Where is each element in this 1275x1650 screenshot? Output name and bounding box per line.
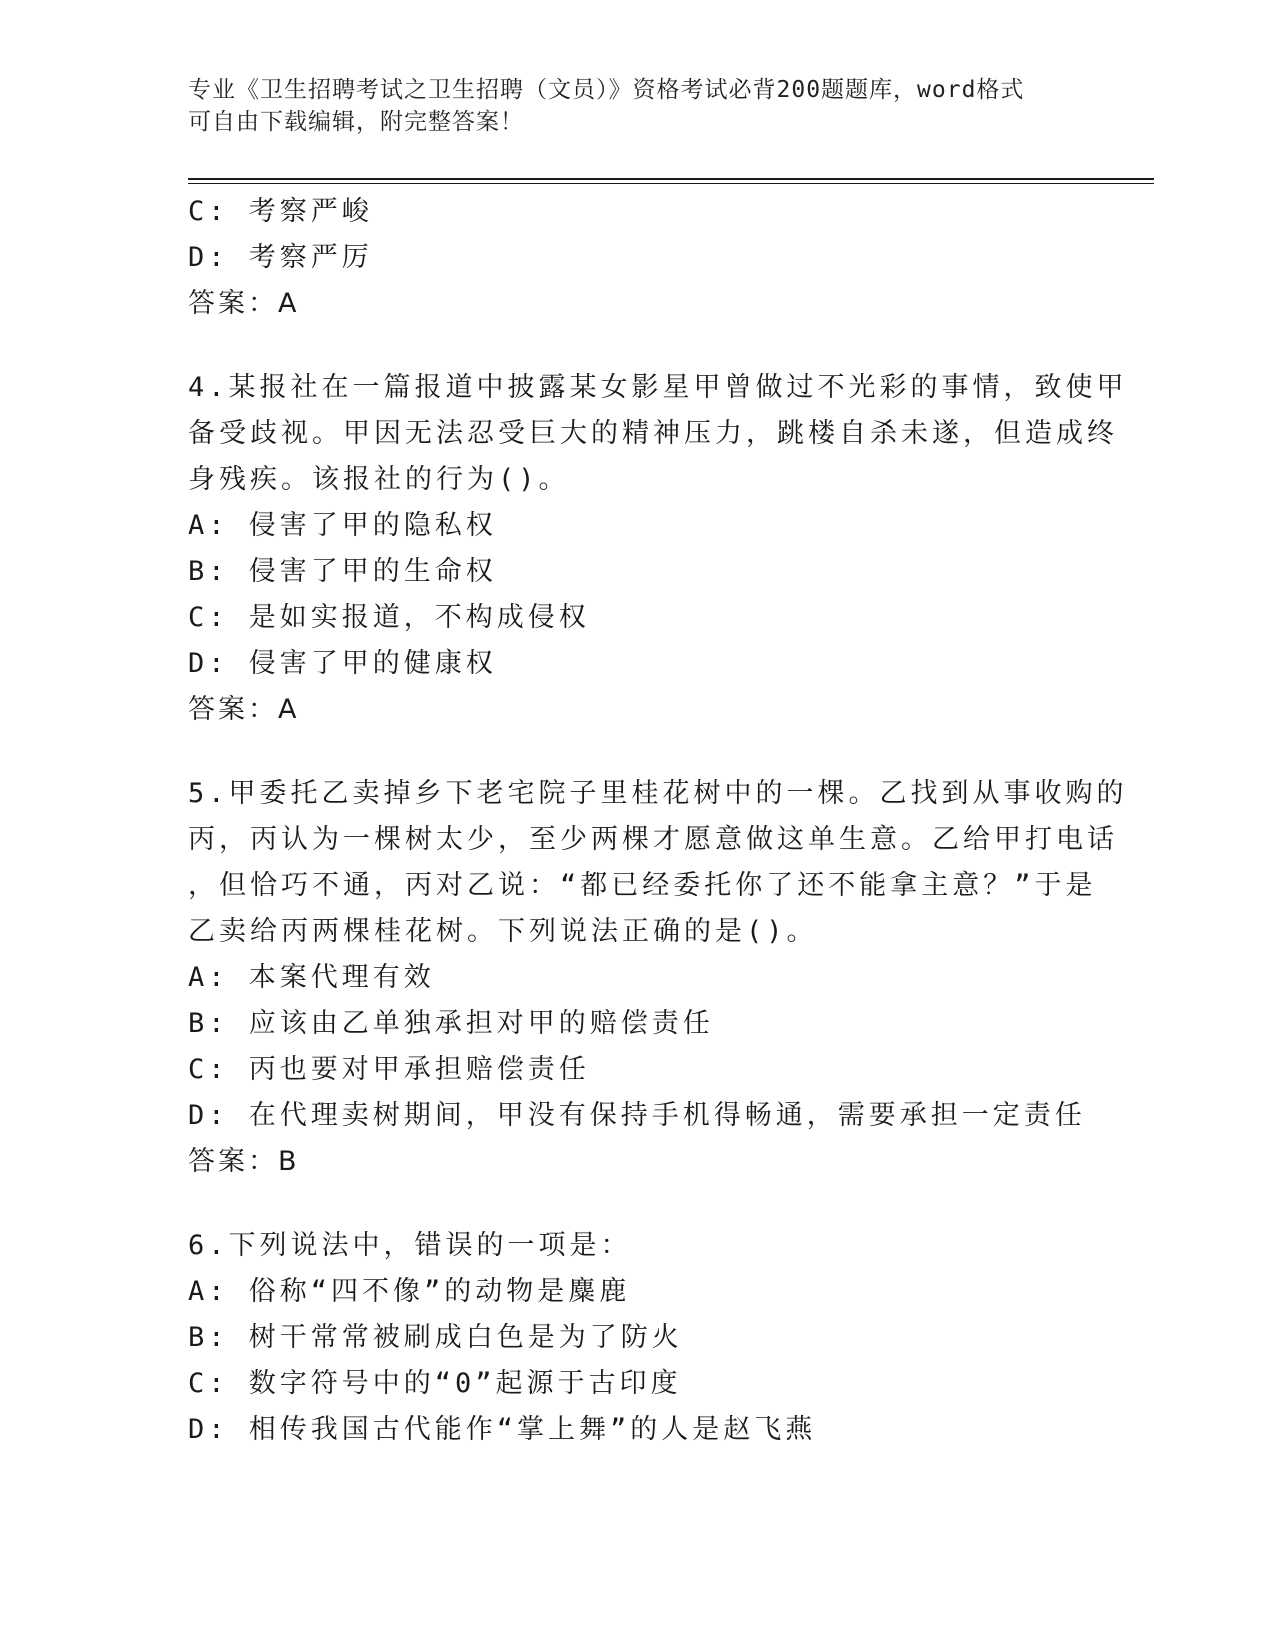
document-header <box>188 74 1068 138</box>
option-c: C: 丙也要对甲承担赔偿责任 <box>188 1054 590 1085</box>
spacer <box>188 733 1068 771</box>
header-line-1: 专业《卫生招聘考试之卫生招聘（文员）》资格考试必背200题题库，word格式 <box>188 77 1025 103</box>
option-a: A: 俗称“四不像”的动物是麋鹿 <box>188 1276 631 1307</box>
question-stem-line: 5.甲委托乙卖掉乡下老宅院子里桂花树中的一棵。乙找到从事收购的 <box>188 778 1128 809</box>
spacer <box>188 1185 1068 1223</box>
header-divider-thin <box>188 183 1154 184</box>
question-list <box>188 189 1128 1453</box>
option-b: B: 树干常常被刷成白色是为了防火 <box>188 1322 683 1353</box>
option-d: D: 在代理卖树期间，甲没有保持手机得畅通，需要承担一定责任 <box>188 1100 1086 1131</box>
question-stem-line: 乙卖给丙两棵桂花树。下列说法正确的是()。 <box>188 916 818 947</box>
question-stem-line: 身残疾。该报社的行为()。 <box>188 464 570 495</box>
question-4 <box>188 365 1128 733</box>
option-b: B: 侵害了甲的生命权 <box>188 556 497 587</box>
option-a: A: 侵害了甲的隐私权 <box>188 510 497 541</box>
option-d: D: 相传我国古代能作“掌上舞”的人是赵飞燕 <box>188 1414 817 1445</box>
answer-line: 答案：A <box>188 694 300 725</box>
option-d: D: 侵害了甲的健康权 <box>188 648 497 679</box>
answer-line: 答案：A <box>188 288 300 319</box>
question-3-tail <box>188 189 1068 327</box>
question-stem-line: ，但恰巧不通，丙对乙说：“都已经委托你了还不能拿主意？”于是 <box>188 870 1097 901</box>
question-stem-line: 备受歧视。甲因无法忍受巨大的精神压力，跳楼自杀未遂，但造成终 <box>188 418 1118 449</box>
option-c: C: 是如实报道，不构成侵权 <box>188 602 590 633</box>
answer-line: 答案：B <box>188 1146 300 1177</box>
question-6 <box>188 1223 1068 1453</box>
option-b: B: 应该由乙单独承担对甲的赔偿责任 <box>188 1008 714 1039</box>
option-d: D: 考察严厉 <box>188 242 373 273</box>
option-a: A: 本案代理有效 <box>188 962 435 993</box>
question-stem-line: 丙，丙认为一棵树太少，至少两棵才愿意做这单生意。乙给甲打电话 <box>188 824 1118 855</box>
question-stem-line: 6.下列说法中，错误的一项是： <box>188 1230 632 1261</box>
option-c: C: 数字符号中的“0”起源于古印度 <box>188 1368 682 1399</box>
question-5 <box>188 771 1128 1185</box>
header-divider-thick <box>188 178 1154 180</box>
question-stem-line: 4.某报社在一篇报道中披露某女影星甲曾做过不光彩的事情，致使甲 <box>188 372 1128 403</box>
header-line-2: 可自由下载编辑，附完整答案！ <box>188 109 524 135</box>
option-c: C: 考察严峻 <box>188 196 373 227</box>
spacer <box>188 327 1068 365</box>
